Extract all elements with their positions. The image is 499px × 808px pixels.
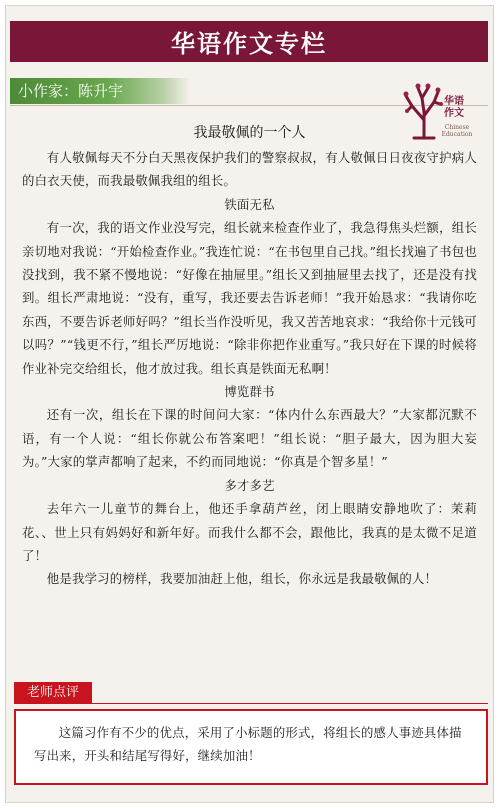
article-body bbox=[22, 146, 477, 591]
logo-subtitle: Chinese Education bbox=[441, 124, 473, 138]
logo-name: 华语 作文 bbox=[444, 96, 464, 119]
author-label: 小作家：陈升宇 bbox=[10, 78, 190, 104]
section-paragraph: 去年六一儿童节的舞台上，他还手拿葫芦丝，闭上眼睛安静地吹了：茉莉花、、世上只有妈妈好和新年好。而我什么都不会，跟他比，我真的是太微不足道了！ bbox=[22, 501, 477, 563]
intro-paragraph: 有人敬佩每天不分白天黑夜保护我们的警察叔叔，有人敬佩日日夜夜守护病人的白衣天使，而我最敬佩我组的组长。 bbox=[22, 150, 477, 189]
section-paragraph: 还有一次，组长在下课的时间问大家：“体内什么东西最大？”大家都沉默不语，有一个人说：“组长你就公布答案吧！”组长说：“胆子最大，因为胆大妄为。”大家的掌声都响了起来，不约而同地说：“你真是个智多星！” bbox=[22, 407, 477, 470]
column-header: 华语作文专栏 bbox=[10, 21, 488, 62]
section-title: 铁面无私 bbox=[224, 196, 275, 212]
teacher-review-tag: 老师点评 bbox=[14, 682, 92, 704]
review-divider bbox=[14, 703, 488, 704]
section-paragraph: 有一次，我的语文作业没写完，组长就来检查作业了，我急得焦头烂额，组长亲切地对我说：“开始检查作业。”我连忙说：“在书包里自己找。”组长找遍了书包也没找到，我不紧不慢地说：“好像在抽屉里。”组长又到抽屉里去找了，还是没有找到。组长严肃地说：“没有，重写，我还要去告诉老师！”我开始恳求：“我请你吃东西，不要告诉老师好吗？”组长当作没听见，我又苦苦地哀求：“我给你十元钱可以吗？”“钱更不行，”组长严厉地说：“除非你把作业重写。”我只好在下课的时候将作业补完交给组长，他才放过我。组长真是铁面无私啊！ bbox=[22, 220, 477, 376]
review-text: 这篇习作有不少的优点，采用了小标题的形式，将组长的感人事迹具体描写出来，开头和结尾写得好，继续加油！ bbox=[34, 725, 462, 763]
ending-paragraph: 他是我学习的榜样，我要加油赶上他，组长，你永远是我最敬佩的人！ bbox=[46, 571, 438, 587]
article-title: 我最敬佩的一个人 bbox=[193, 125, 306, 141]
section-title: 多才多艺 bbox=[224, 477, 275, 493]
section-title: 博览群书 bbox=[224, 384, 275, 400]
teacher-review-box bbox=[14, 709, 488, 785]
